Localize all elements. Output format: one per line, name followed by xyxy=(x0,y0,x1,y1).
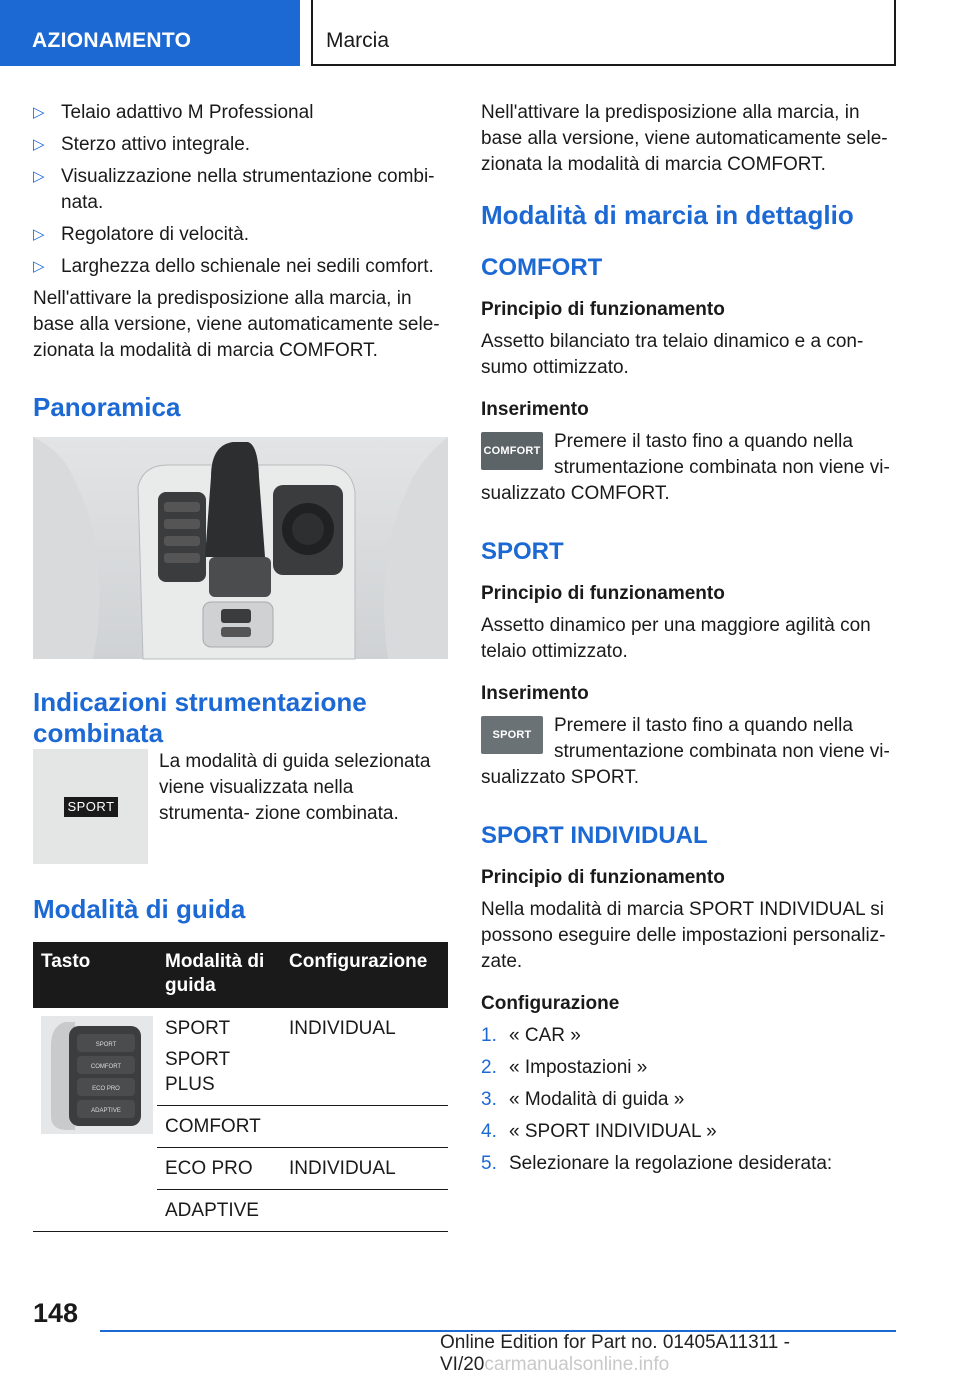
mode-switch-image-cell xyxy=(33,1008,157,1232)
individual-principio-text: Nella modalità di marcia SPORT INDIVIDUAL si possono eseguire delle impostazioni personaliz- zate. xyxy=(481,899,886,972)
subheading-principio: Principio di funzionamento xyxy=(481,583,725,604)
comfort-inserimento-text: Premere il tasto fino a quando nella strumentazione combinata non viene vi- xyxy=(554,431,890,478)
config-cell: INDIVIDUAL xyxy=(281,1008,448,1106)
list-item: ▷ Larghezza dello schienale nei sedili comfort. xyxy=(33,254,448,280)
config-cell xyxy=(281,1190,448,1232)
config-steps-list xyxy=(481,1023,896,1177)
heading-sport: SPORT xyxy=(481,538,564,565)
list-item: 1. « CAR » xyxy=(481,1025,581,1046)
sport-inserimento-block xyxy=(481,713,896,765)
sport-inserimento-text-cont: sualizzato SPORT. xyxy=(481,767,640,788)
driving-modes-table xyxy=(33,942,448,1232)
indicazioni-paragraph: La modalità di guida selezionata viene visualizzata nella strumenta- zione combinata. xyxy=(159,751,431,824)
footer-edition xyxy=(440,1332,960,1376)
feature-list xyxy=(33,100,448,280)
display-indicator-block xyxy=(33,749,448,864)
subheading-inserimento: Inserimento xyxy=(481,683,589,704)
heading-indicazioni: Indicazioni strumentazione combinata xyxy=(33,687,367,748)
right-column xyxy=(481,100,896,1183)
sport-badge: SPORT xyxy=(64,797,118,817)
chapter-title: Marcia xyxy=(311,0,896,66)
triangle-bullet-icon: ▷ xyxy=(33,168,45,185)
center-console-photo xyxy=(33,437,448,659)
list-item: ▷ Visualizzazione nella strumentazione combi- nata. xyxy=(33,166,435,213)
col-header-configurazione: Configurazione xyxy=(281,942,448,1008)
heading-dettaglio: Modalità di marcia in dettaglio xyxy=(481,200,854,230)
edition-text: Online Edition for Part no. 01405A11311 - VI/20 xyxy=(440,1332,790,1375)
cluster-display-image xyxy=(33,749,148,864)
subheading-principio: Principio di funzionamento xyxy=(481,867,725,888)
watermark-text: carmanualsonline.info xyxy=(484,1354,670,1375)
mode-cell: COMFORT xyxy=(157,1106,281,1148)
intro-paragraph: Nell'attivare la predisposizione alla marcia, in base alla versione, viene automaticamente sele- zionata la modalità di marcia COMFORT. xyxy=(33,288,440,361)
triangle-bullet-icon: ▷ xyxy=(33,136,45,153)
mode-cell: SPORT SPORT PLUS xyxy=(157,1008,281,1106)
page-header xyxy=(0,0,960,66)
triangle-bullet-icon: ▷ xyxy=(33,104,45,121)
comfort-button-image: COMFORT xyxy=(481,432,543,470)
mode-switch-illustration xyxy=(41,1016,153,1134)
list-item: ▷ Regolatore di velocità. xyxy=(33,222,448,248)
heading-modalita: Modalità di guida xyxy=(33,894,246,924)
key-label: COMFORT xyxy=(90,1064,122,1070)
left-column xyxy=(33,100,448,1232)
sport-principio-text: Assetto dinamico per una maggiore agilità con telaio ottimizzato. xyxy=(481,615,871,662)
list-item: 5. Selezionare la regolazione desiderata: xyxy=(481,1153,833,1174)
list-item: ▷ Sterzo attivo integrale. xyxy=(33,132,448,158)
triangle-bullet-icon: ▷ xyxy=(33,258,45,275)
table-header-row xyxy=(33,942,448,1008)
mode-cell: ADAPTIVE xyxy=(157,1190,281,1232)
heading-sport-individual: SPORT INDIVIDUAL xyxy=(481,822,708,849)
list-item: 3. « Modalità di guida » xyxy=(481,1089,685,1110)
key-label: ADAPTIVE xyxy=(91,1108,121,1114)
subheading-configurazione: Configurazione xyxy=(481,993,620,1014)
triangle-bullet-icon: ▷ xyxy=(33,226,45,243)
subheading-inserimento: Inserimento xyxy=(481,399,589,420)
comfort-inserimento-block xyxy=(481,429,896,481)
heading-panoramica: Panoramica xyxy=(33,392,181,422)
section-tab: AZIONAMENTO xyxy=(0,0,300,66)
comfort-principio-text: Assetto bilanciato tra telaio dinamico e a con- sumo ottimizzato. xyxy=(481,331,864,378)
page-number: 148 xyxy=(33,1298,79,1328)
key-label: ECO PRO xyxy=(92,1086,120,1092)
mode-cell: ECO PRO xyxy=(157,1148,281,1190)
subheading-principio: Principio di funzionamento xyxy=(481,299,725,320)
table-row xyxy=(33,1008,448,1106)
comfort-inserimento-text-cont: sualizzato COMFORT. xyxy=(481,483,670,504)
col-header-modalita: Modalità di guida xyxy=(157,942,281,1008)
config-cell: INDIVIDUAL xyxy=(281,1148,448,1190)
center-console-illustration xyxy=(33,437,448,659)
list-item: ▷ Telaio adattivo M Professional xyxy=(33,100,448,126)
list-item: 4. « SPORT INDIVIDUAL » xyxy=(481,1121,717,1142)
sport-button-image: SPORT xyxy=(481,716,543,754)
sport-inserimento-text: Premere il tasto fino a quando nella strumentazione combinata non viene vi- xyxy=(554,715,890,762)
list-item: 2. « Impostazioni » xyxy=(481,1057,648,1078)
heading-comfort: COMFORT xyxy=(481,254,603,281)
intro-paragraph: Nell'attivare la predisposizione alla marcia, in base alla versione, viene automaticamente sele- zionata la modalità di marcia COMFORT. xyxy=(481,102,888,175)
key-label: SPORT xyxy=(95,1042,117,1048)
config-cell xyxy=(281,1106,448,1148)
col-header-tasto: Tasto xyxy=(33,942,157,1008)
